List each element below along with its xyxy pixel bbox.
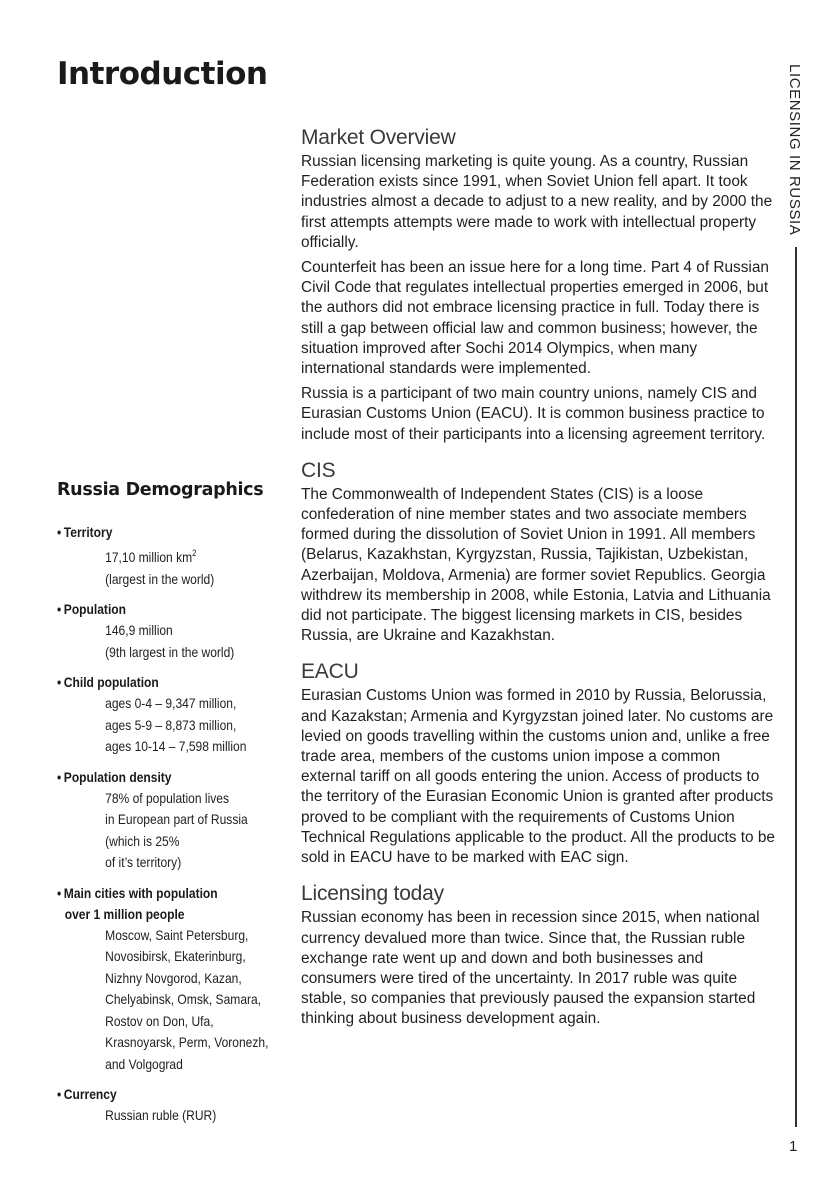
label-text: Main cities with population: [63, 884, 218, 901]
running-header-label: LICENSING IN RUSSIA: [786, 64, 803, 236]
demographic-value: Moscow, Saint Petersburg,: [105, 926, 249, 943]
demographic-label: [57, 767, 255, 788]
superscript: 2: [192, 548, 197, 558]
value-text: 17,10 million km: [105, 549, 193, 565]
vertical-rule: [795, 247, 797, 1127]
demographic-value: ages 5-9 – 8,873 million,: [105, 716, 237, 733]
bullet-icon: •: [57, 601, 62, 617]
section-cis: [301, 457, 776, 647]
label-text: Child population: [63, 674, 159, 690]
label-text: Territory: [63, 524, 113, 540]
paragraph: The Commonwealth of Independent States (CIS) is a loose confederation of nine member states and two associate members formed during the dissolution of Soviet Union in 1991. All members (Belarus, Kazakhstan, Kyrgyzstan, Russia, Tajikistan, Uzbekistan, Azerbaijan, Moldova, Armenia) are former soviet Republics. Georgia withdrew its membership in 2008, while Estonia, Latvia and Lithuania did not participate. The biggest licensing markets in CIS, besides Russia, are Ukraine and Kazakhstan.: [301, 485, 771, 645]
label-text: Currency: [63, 1086, 117, 1102]
section-heading: CIS: [301, 458, 336, 482]
demographic-label-continued: over 1 million people: [64, 905, 185, 922]
paragraph: Russian economy has been in recession since 2015, when national currency devalued more than twice. Since that, the Russian ruble exchange rate went up and down and both businesses and consumers were tired of the uncertainty. In 2017 ruble was quite stable, so companies that previously paused the expansion started thinking about business development again.: [301, 909, 760, 1028]
demographic-item-territory: [57, 522, 287, 590]
section-heading: Licensing today: [301, 882, 444, 906]
section-heading: EACU: [301, 660, 359, 684]
label-text: Population density: [63, 768, 172, 785]
paragraph: Eurasian Customs Union was formed in 2010 by Russia, Belorussia, and Kazakstan; Armenia and Kyrgyzstan joined later. No customs are levied on goods travelling within the customs union and, unlike a free trade area, members of the customs union impose a common external tariff on all goods entering the union. Access of products to the territory of the Eurasian Economic Union is granted after products proved to be compliant with the requirements of Customs Union Technical Regulations applicable to the product. All the products to be sold in EACU have to be marked with EAC sign.: [301, 687, 775, 867]
sidebar-title: Russia Demographics: [57, 480, 264, 500]
demographic-value: 78% of population lives: [105, 789, 229, 806]
demographic-value: and Volgograd: [105, 1055, 183, 1072]
demographic-label: [57, 1084, 255, 1105]
bullet-icon: •: [57, 884, 62, 901]
demographic-value: Nizhny Novgorod, Kazan,: [105, 969, 242, 986]
bullet-icon: •: [57, 768, 62, 785]
demographic-value: (which is 25%: [105, 832, 180, 849]
paragraph: Russia is a participant of two main country unions, namely CIS and Eurasian Customs Union (EACU). It is common business practice to include most of their participants into a licensing agreement territory.: [301, 385, 766, 443]
demographics-sidebar: [57, 480, 287, 1136]
demographic-value: Novosibirsk, Ekaterinburg,: [105, 948, 246, 964]
demographic-label: [57, 672, 255, 693]
demographic-label: [57, 522, 255, 543]
demographic-value: Russian ruble (RUR): [105, 1107, 217, 1123]
demographic-item-population: [57, 599, 287, 663]
demographic-value: (9th largest in the world): [105, 643, 235, 660]
demographic-label: [57, 599, 255, 620]
label-text: Population: [63, 601, 127, 617]
bullet-icon: •: [57, 524, 62, 540]
demographic-value: Rostov on Don, Ufa,: [105, 1012, 214, 1029]
demographic-value: in European part of Russia: [105, 811, 248, 827]
paragraph: Russian licensing marketing is quite young. As a country, Russian Federation exists since 1991, when Soviet Union fell apart. It took industries almost a decade to adjust to a new reality, and by 2000 the first attempts attempts were made to work with intellectual property officially.: [301, 153, 773, 251]
section-market-overview: [301, 124, 776, 445]
page-number: 1: [789, 1138, 798, 1155]
demographic-value: ages 0-4 – 9,347 million,: [105, 695, 237, 711]
bullet-icon: •: [57, 1086, 62, 1102]
demographic-item-main-cities: [57, 883, 287, 1076]
demographic-item-population-density: [57, 767, 287, 874]
demographic-value: [57, 543, 255, 569]
demographic-item-child-population: [57, 672, 287, 758]
demographic-value: Krasnoyarsk, Perm, Voronezh,: [105, 1034, 269, 1050]
demographic-value: ages 10-14 – 7,598 million: [105, 738, 247, 754]
demographic-value: (largest in the world): [105, 570, 215, 587]
bullet-icon: •: [57, 674, 62, 690]
section-eacu: [301, 658, 776, 868]
page-title: Introduction: [57, 56, 268, 92]
demographic-value: 146,9 million: [105, 622, 173, 638]
demographic-label: [57, 883, 255, 904]
section-licensing-today: [301, 880, 776, 1029]
section-heading: Market Overview: [301, 126, 456, 149]
demographic-item-currency: [57, 1084, 287, 1127]
paragraph: Counterfeit has been an issue here for a long time. Part 4 of Russian Civil Code that regulates intellectual properties emerged in 2006, but the authors did not embrace licensing practice in full. Today there is still a gap between official law and common business; however, the situation improved after Sochi 2014 Olympics, when many international standards were implemented.: [301, 259, 769, 378]
demographic-value: Chelyabinsk, Omsk, Samara,: [105, 991, 262, 1007]
demographic-value: of it’s territory): [105, 854, 182, 870]
main-column: [301, 124, 776, 1042]
